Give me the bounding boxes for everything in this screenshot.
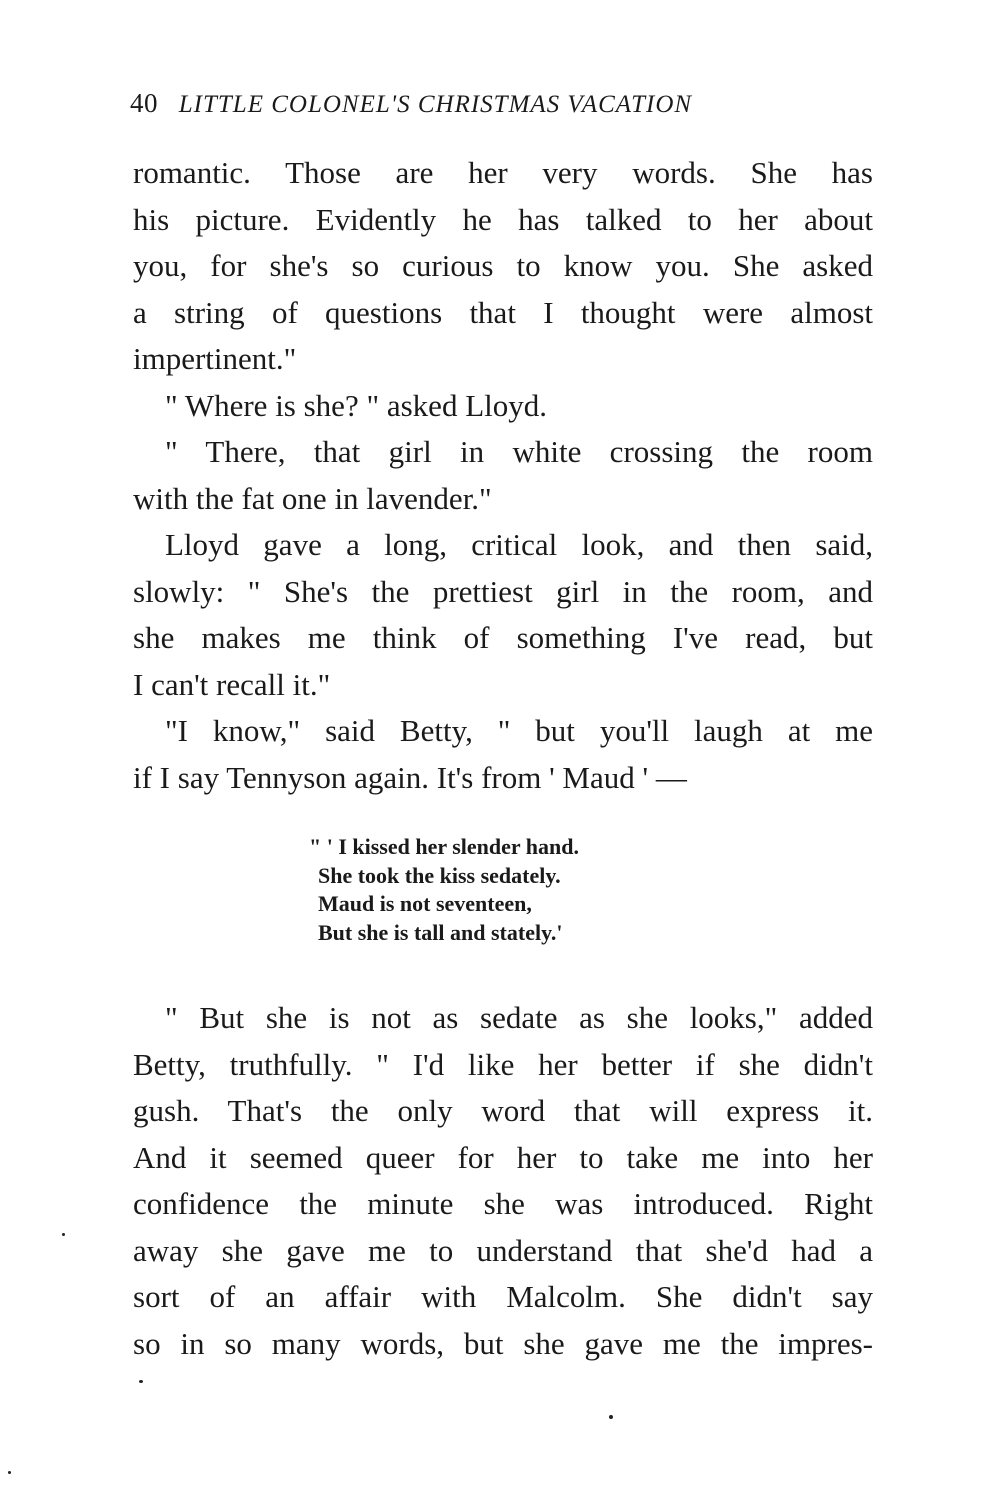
page-number: 40 (130, 88, 158, 118)
text-line: sort of an affair with Malcolm. She didn't say (133, 1279, 873, 1314)
text-line: " There, that girl in white crossing the room (165, 434, 873, 469)
scan-speck (609, 1415, 613, 1419)
text-line: And it seemed queer for her to take me into her (133, 1139, 873, 1175)
verse-quotation (309, 833, 579, 947)
text-line: "I know," said Betty, " but you'll laugh at me (165, 713, 873, 748)
text-line: so in so many words, but she gave me the impres- (133, 1325, 873, 1361)
text-line: " Where is she? " asked Lloyd. (165, 387, 547, 423)
text-line: with the fat one in lavender." (133, 480, 492, 516)
text-line: if I say Tennyson again. It's from ' Maud ' — (133, 759, 687, 795)
text-line: Lloyd gave a long, critical look, and then said, (165, 527, 873, 562)
upper-paragraphs (133, 150, 873, 801)
text-line: Betty, truthfully. " I'd like her better if she didn't (133, 1046, 873, 1082)
text-line: his picture. Evidently he has talked to her about (133, 201, 873, 237)
text-line: confidence the minute she was introduced. Right (133, 1186, 873, 1221)
page-header (130, 88, 870, 119)
running-title: LITTLE COLONEL'S CHRISTMAS VACATION (178, 91, 693, 118)
text-line: slowly: " She's the prettiest girl in the room, and (133, 573, 873, 609)
lower-paragraph (133, 995, 873, 1367)
verse-line: Maud is not seventeen, (318, 891, 532, 916)
text-line: a string of questions that I thought were almost (133, 294, 873, 330)
verse-line: She took the kiss sedately. (318, 862, 561, 888)
scan-speck (139, 1380, 143, 1383)
scan-speck (8, 1471, 11, 1474)
verse-line: But she is tall and stately.' (318, 919, 563, 945)
verse-line: " ' I kissed her slender hand. (309, 834, 579, 859)
text-line: you, for she's so curious to know you. She asked (133, 248, 873, 283)
text-line: she makes me think of something I've read, but (133, 620, 873, 655)
text-line: impertinent." (133, 341, 297, 376)
text-line: I can't recall it." (133, 666, 331, 702)
scan-speck (62, 1233, 65, 1236)
text-line: gush. That's the only word that will express it. (133, 1093, 873, 1128)
text-line: romantic. Those are her very words. She has (133, 155, 873, 190)
text-line: " But she is not as sedate as she looks," added (165, 1000, 873, 1035)
text-line: away she gave me to understand that she'd had a (133, 1232, 873, 1268)
